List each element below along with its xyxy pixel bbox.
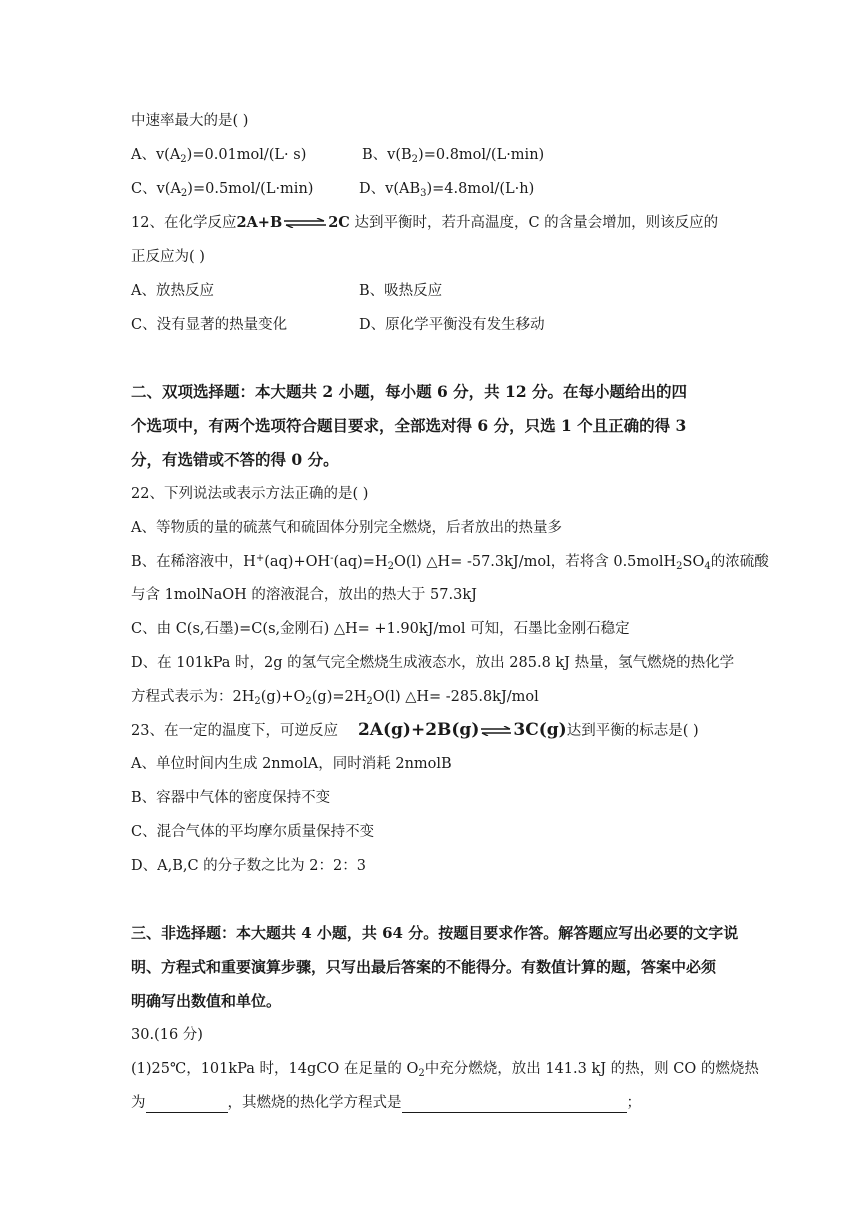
q11-stem-cont: 中速率最大的是( ) — [131, 113, 249, 129]
q12-stem: 12、在化学反应2A+B 2C 达到平衡时，若升高温度，C 的含量会增加，则该反应的 — [131, 214, 719, 231]
q11-option-a: A、$v(A_2)=0.01mol/(L\cdot s)$ — [131, 147, 307, 165]
q22-stem: 22、下列说法或表示方法正确的是( ) — [131, 486, 369, 502]
q12-option-b: B、吸热反应 — [359, 283, 443, 299]
q12-option-c: C、没有显著的热量变化 — [131, 317, 288, 333]
section2-heading-line2: 个选项中，有两个选项符合题目要求，全部选对得 6 分，只选 1 个且正确的得 3 — [131, 416, 687, 435]
q22-option-b: B、在稀溶液中，$H^+(aq)+OH^-(aq)=H_2O(l)$ △H= -57.3kJ/mol，若将含 $0.5molH_2SO_4$的浓硫酸 — [131, 553, 769, 572]
q12-option-d: D、原化学平衡没有发生移动 — [359, 317, 545, 333]
q22-option-b-cont: 与含 1molNaOH 的溶液混合，放出的热大于 57.3kJ — [131, 587, 477, 603]
q12-option-a: A、放热反应 — [131, 283, 214, 299]
q22-option-c: C、由 C(s,石墨)=C(s,金刚石) △H= +1.90kJ/mol 可知，石墨比金刚石稳定 — [131, 621, 630, 637]
q30-part1-cont: 为 ，其燃烧的热化学方程式是 ； — [131, 1095, 641, 1111]
q22-option-d-cont: 方程式表示为：$2H_2(g)+O_2(g)=2H_2O(l)$ △H= -285.8kJ/mol — [131, 689, 539, 707]
q11-option-b: B、$v(B_2)=0.8mol/(L\cdot\min)$ — [362, 147, 545, 165]
section2-heading-line3: 分，有选错或不答的得 0 分。 — [131, 450, 339, 469]
section2-heading-line1: 二、双项选择题：本大题共 2 小题，每小题 6 分，共 12 分。在每小题给出的四 — [131, 382, 688, 401]
q12-stem-cont: 正反应为( ) — [131, 249, 205, 265]
q22-option-d: D、在 101kPa 时，2g 的氢气完全燃烧生成液态水，放出 285.8 kJ 热量，氢气燃烧的热化学 — [131, 655, 735, 671]
q23-option-a: A、单位时间内生成 2nmolA，同时消耗 2nmolB — [131, 756, 452, 772]
q30-heading: 30.(16 分) — [131, 1027, 203, 1043]
equilibrium-arrow-icon — [284, 218, 326, 228]
answer-blank[interactable] — [402, 1096, 627, 1113]
section3-heading-line1: 三、非选择题：本大题共 4 小题，共 64 分。按题目要求作答。解答题应写出必要的文字说 — [131, 924, 739, 942]
q23-stem: 23、在一定的温度下，可逆反应 2A(g)+2B(g) 3C(g)达到平衡的标志是( ) — [131, 720, 699, 740]
q23-option-d: D、A,B,C 的分子数之比为 2：2：3 — [131, 858, 366, 874]
q22-option-a: A、等物质的量的硫蒸气和硫固体分别完全燃烧，后者放出的热量多 — [131, 520, 562, 536]
q11-option-d: D、$v(AB_3)=4.8mol/(L\cdot h)$ — [359, 181, 535, 199]
section3-heading-line2: 明、方程式和重要演算步骤，只写出最后答案的不能得分。有数值计算的题，答案中必须 — [131, 958, 717, 976]
equilibrium-arrow-icon — [481, 726, 511, 736]
q11-option-c: C、$v(A_2)=0.5mol/(L\cdot\min)$ — [131, 181, 314, 199]
q30-part1: (1)25℃，101kPa 时，14gCO 在足量的 $O_2$中充分燃烧，放出 141.3 kJ 的热，则 CO 的燃烧热 — [131, 1061, 759, 1079]
answer-blank[interactable] — [146, 1096, 228, 1113]
q23-option-b: B、容器中气体的密度保持不变 — [131, 790, 331, 806]
q23-option-c: C、混合气体的平均摩尔质量保持不变 — [131, 824, 375, 840]
section3-heading-line3: 明确写出数值和单位。 — [131, 992, 282, 1010]
